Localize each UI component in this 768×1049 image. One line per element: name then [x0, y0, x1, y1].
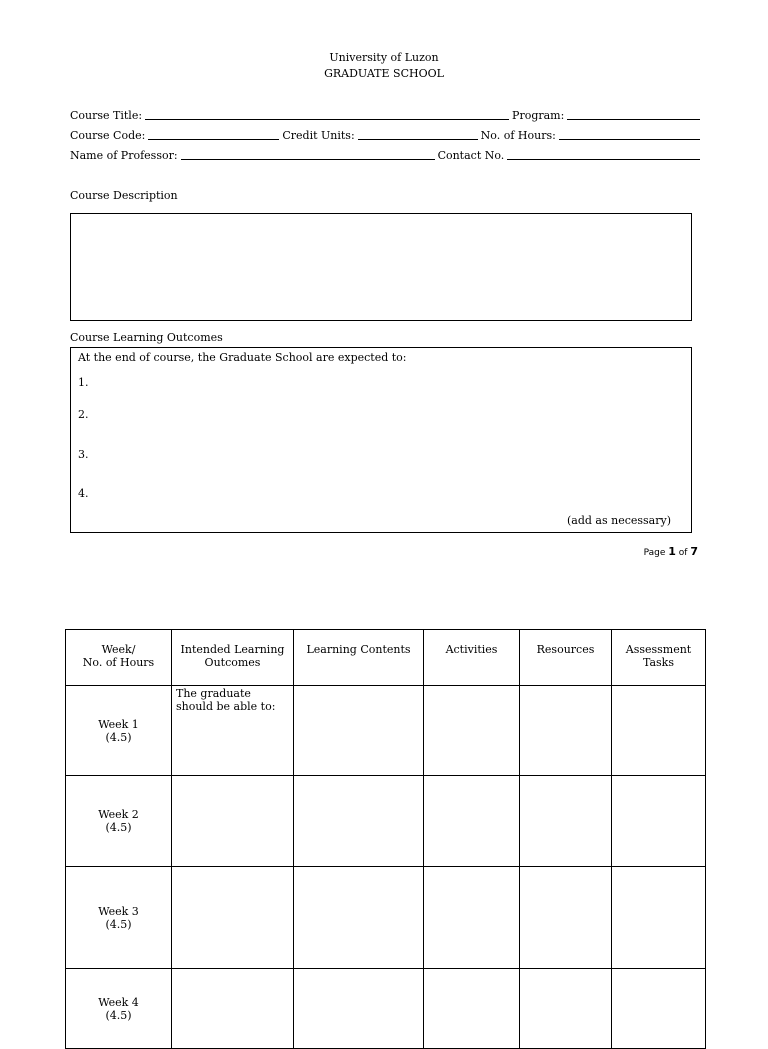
header-week: Week/ No. of Hours	[66, 630, 172, 686]
field-row-professor	[70, 146, 700, 162]
ilo-cell[interactable]	[172, 969, 294, 1049]
ilo-cell[interactable]	[172, 867, 294, 969]
ilo-cell[interactable]	[172, 776, 294, 867]
week-cell: Week 3 (4.5)	[66, 867, 172, 969]
outcome-item-2: 2.	[78, 408, 89, 421]
learning-outcomes-intro: At the end of course, the Graduate School are expected to:	[78, 351, 407, 364]
week-cell: Week 1 (4.5)	[66, 686, 172, 776]
resources-cell[interactable]	[520, 776, 612, 867]
course-code-label: Course Code:	[70, 129, 146, 142]
program-blank[interactable]	[567, 108, 700, 120]
learning-contents-cell[interactable]	[294, 686, 424, 776]
assessment-cell[interactable]	[612, 969, 706, 1049]
header-activities: Activities	[424, 630, 520, 686]
activities-cell[interactable]	[424, 686, 520, 776]
table-header-row	[66, 630, 706, 686]
assessment-cell[interactable]	[612, 776, 706, 867]
header-learning-contents: Learning Contents	[294, 630, 424, 686]
program-label: Program:	[512, 109, 565, 122]
field-row-code	[70, 126, 700, 142]
contact-blank[interactable]	[507, 148, 700, 160]
week-cell: Week 2 (4.5)	[66, 776, 172, 867]
table-row	[66, 867, 706, 969]
page-prefix: Page	[643, 548, 666, 558]
no-of-hours-label: No. of Hours:	[480, 129, 556, 142]
activities-cell[interactable]	[424, 969, 520, 1049]
assessment-cell[interactable]	[612, 867, 706, 969]
header-ilo: Intended Learning Outcomes	[172, 630, 294, 686]
learning-outcomes-box[interactable]	[70, 347, 692, 533]
learning-contents-cell[interactable]	[294, 776, 424, 867]
outcome-item-1: 1.	[78, 376, 89, 389]
outcome-item-4: 4.	[78, 487, 89, 500]
page-total: 7	[690, 545, 698, 558]
header-assessment-tasks: Assessment Tasks	[612, 630, 706, 686]
school-name: GRADUATE SCHOOL	[324, 67, 444, 80]
course-title-label: Course Title:	[70, 109, 143, 122]
header-resources: Resources	[520, 630, 612, 686]
resources-cell[interactable]	[520, 686, 612, 776]
no-of-hours-blank[interactable]	[559, 128, 700, 140]
contact-label: Contact No.	[437, 149, 505, 162]
field-row-title	[70, 106, 700, 122]
professor-label: Name of Professor:	[70, 149, 178, 162]
learning-contents-cell[interactable]	[294, 969, 424, 1049]
table-row	[66, 776, 706, 867]
course-description-label: Course Description	[70, 189, 178, 202]
page-number	[644, 545, 698, 558]
page-of: of	[678, 548, 688, 558]
resources-cell[interactable]	[520, 867, 612, 969]
table-row	[66, 969, 706, 1049]
outcome-item-3: 3.	[78, 448, 89, 461]
university-name: University of Luzon	[329, 51, 439, 64]
assessment-cell[interactable]	[612, 686, 706, 776]
professor-blank[interactable]	[181, 148, 435, 160]
table-row	[66, 686, 706, 776]
course-code-blank[interactable]	[148, 128, 279, 140]
activities-cell[interactable]	[424, 867, 520, 969]
learning-contents-cell[interactable]	[294, 867, 424, 969]
ilo-cell[interactable]: The graduate should be able to:	[172, 686, 294, 776]
activities-cell[interactable]	[424, 776, 520, 867]
weekly-plan-table	[65, 629, 706, 1049]
add-as-necessary-note: (add as necessary)	[566, 514, 671, 527]
credit-units-label: Credit Units:	[282, 129, 355, 142]
credit-units-blank[interactable]	[358, 128, 478, 140]
learning-outcomes-label: Course Learning Outcomes	[70, 331, 223, 344]
course-title-blank[interactable]	[145, 108, 509, 120]
resources-cell[interactable]	[520, 969, 612, 1049]
page-current: 1	[668, 545, 676, 558]
week-cell: Week 4 (4.5)	[66, 969, 172, 1049]
course-description-box[interactable]	[70, 213, 692, 321]
